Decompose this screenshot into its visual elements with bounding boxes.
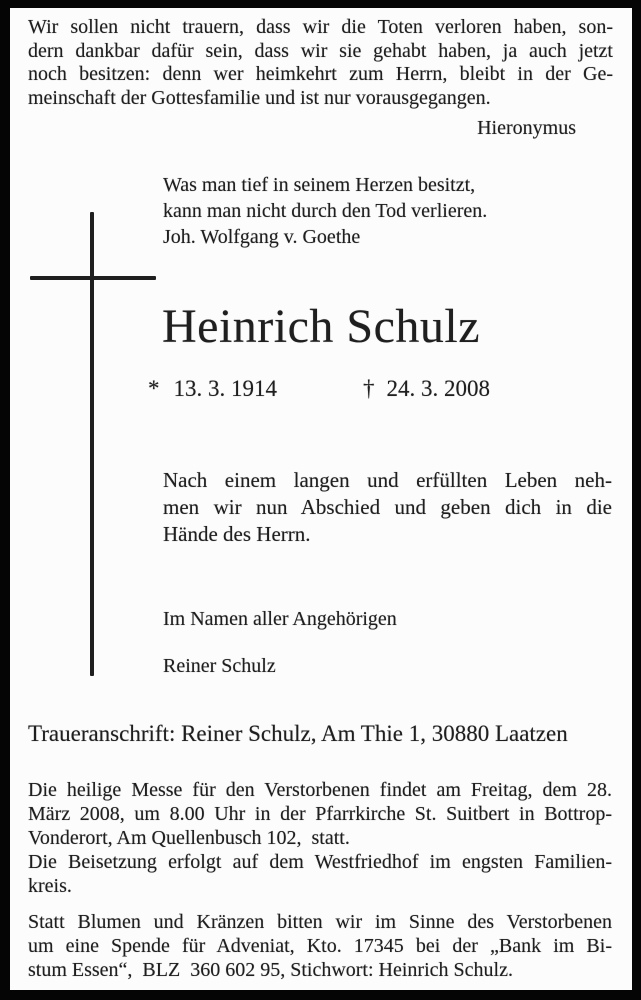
farewell-text <box>163 467 612 548</box>
text-line: men wir nun Abschied und geben dich in die <box>163 495 612 519</box>
text-line: stum Essen“, BLZ 360 602 95, Stichwort: Heinrich Schulz. <box>28 959 513 981</box>
donation-request <box>28 910 612 982</box>
goethe-quote <box>163 172 487 250</box>
signatory-name: Reiner Schulz <box>163 655 276 677</box>
mass-details <box>28 778 612 850</box>
text-line: um eine Spende für Adveniat, Kto. 17345 bei der „Bank im Bi- <box>28 935 612 957</box>
cross-vertical-bar <box>90 212 94 676</box>
text-line: Hände des Herrn. <box>163 522 311 546</box>
death-date-group <box>363 376 490 402</box>
text-line: Die heilige Messe für den Verstorbenen findet am Freitag, dem 28. <box>28 779 612 801</box>
burial-details <box>28 850 612 898</box>
text-line: dern dankbar dafür sein, dass wir sie gehabt haben, ja auch jetzt <box>28 39 613 62</box>
opening-quote <box>28 16 613 110</box>
birth-date-group <box>148 376 277 402</box>
birth-star-symbol: * <box>148 376 160 401</box>
funeral-details <box>28 778 612 982</box>
text-line: Wir sollen nicht trauern, dass wir die Toten verloren haben, son- <box>28 16 613 38</box>
life-dates <box>10 376 632 406</box>
text-line: noch besitzen: denn wer heimkehrt zum Herrn, bleibt in der Ge- <box>28 63 613 85</box>
death-date: 24. 3. 2008 <box>386 376 490 401</box>
text-line: Die Beisetzung erfolgt auf dem Westfriedhof im engsten Familien- <box>28 851 612 873</box>
text-line: Joh. Wolfgang v. Goethe <box>163 226 361 248</box>
text-line: März 2008, um 8.00 Uhr in der Pfarrkirche St. Suitbert in Bottrop- <box>28 803 612 825</box>
quote-author: Hieronymus <box>477 117 576 139</box>
text-line: Vonderort, Am Quellenbusch 102, statt. <box>28 827 350 849</box>
text-line: Was man tief in seinem Herzen besitzt, <box>163 174 476 196</box>
obituary-paper <box>10 8 632 990</box>
death-dagger-symbol: † <box>363 376 375 401</box>
in-name-of-family: Im Namen aller Angehörigen <box>163 608 397 630</box>
text-line: kreis. <box>28 875 72 897</box>
mourning-address: Traueranschrift: Reiner Schulz, Am Thie 1, 30880 Laatzen <box>28 721 568 746</box>
text-line: meinschaft der Gottesfamilie und ist nur vorausgegangen. <box>28 86 491 109</box>
text-line: Statt Blumen und Kränzen bitten wir im Sinne des Verstorbenen <box>28 911 612 933</box>
cross-horizontal-bar <box>30 276 156 280</box>
deceased-name: Heinrich Schulz <box>162 300 481 353</box>
text-line: Nach einem langen und erfüllten Leben neh- <box>163 468 612 492</box>
text-line: kann man nicht durch den Tod verlieren. <box>163 200 488 222</box>
birth-date: 13. 3. 1914 <box>173 376 277 401</box>
